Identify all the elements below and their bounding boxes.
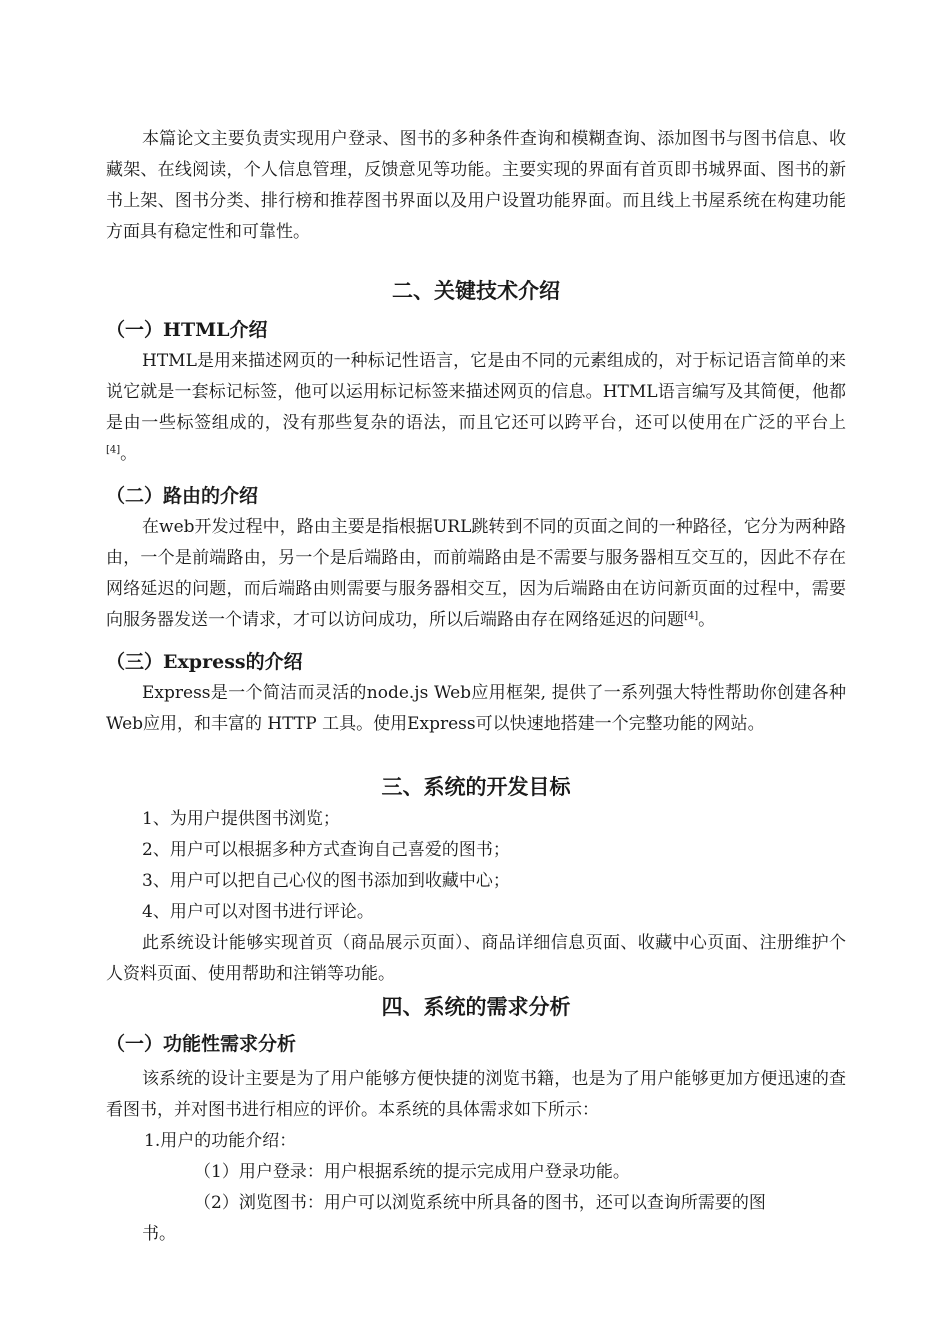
- route-citation: [4]: [684, 610, 699, 622]
- user-func-title: 1.用户的功能介绍：: [144, 1131, 297, 1151]
- route-subsection-title: （二）路由的介绍: [106, 485, 259, 507]
- goal-item-2: 2、用户可以根据多种方式查询自己喜爱的图书；: [142, 840, 510, 860]
- express-subsection-title: （三）Express的介绍: [106, 651, 303, 673]
- goal-summary: 此系统设计能够实现首页（商品展示页面）、商品详细信息页面、收藏中心页面、注册维护个人资料页面、使用帮助和注销等功能。: [106, 933, 846, 984]
- goal-item-4: 4、用户可以对图书进行评论。: [142, 902, 374, 922]
- goal-item-1: 1、为用户提供图书浏览；: [142, 809, 340, 829]
- user-func-item-1: （1）用户登录：用户根据系统的提示完成用户登录功能。: [194, 1162, 630, 1182]
- express-paragraph: Express是一个简洁而灵活的node.js Web应用框架, 提供了一系列强大特性帮助你创建各种Web应用，和丰富的 HTTP 工具。使用Express可以快速地搭建一个完整功能的网站。: [106, 683, 846, 734]
- func-paragraph: 该系统的设计主要是为了用户能够方便快捷的浏览书籍，也是为了用户能够更加方便迅速的查看图书，并对图书进行相应的评价。本系统的具体需求如下所示：: [106, 1069, 846, 1120]
- route-text: 在web开发过程中，路由主要是指根据URL跳转到不同的页面之间的一种路径，它分为两种路由，一个是前端路由，另一个是后端路由，而前端路由是不需要与服务器相互交互的，因此不存在网络延迟的问题，而后端路由则需要与服务器相交互，因为后端路由在访问新页面的过程中，需要向服务器发送一个请求，才可以访问成功，所以后端路由存在网络延迟的问题: [106, 517, 846, 630]
- route-end: 。: [698, 610, 716, 630]
- section-4-title: 四、系统的需求分析: [381, 994, 571, 1019]
- intro-paragraph: 本篇论文主要负责实现用户登录、图书的多种条件查询和模糊查询、添加图书与图书信息、收藏架、在线阅读，个人信息管理，反馈意见等功能。主要实现的界面有首页即书城界面、图书的新书上架、图书分类、排行榜和推荐图书界面以及用户设置功能界面。而且线上书屋系统在构建功能方面具有稳定性和可靠性。: [106, 129, 846, 242]
- user-func-item-2-cont: 书。: [142, 1224, 176, 1244]
- html-subsection-title: （一）HTML介绍: [106, 319, 268, 341]
- route-paragraph: [106, 512, 846, 636]
- section-3-title: 三、系统的开发目标: [381, 774, 571, 799]
- html-end: 。: [120, 444, 138, 464]
- section-2-title: 二、关键技术介绍: [392, 278, 560, 303]
- html-paragraph: [106, 346, 846, 470]
- html-citation: [4]: [106, 444, 121, 456]
- func-subsection-title: （一）功能性需求分析: [106, 1033, 297, 1055]
- document-page: [106, 124, 846, 1250]
- html-text: HTML是用来描述网页的一种标记性语言，它是由不同的元素组成的，对于标记语言简单的来说它就是一套标记标签，他可以运用标记标签来描述网页的信息。HTML语言编写及其简便，他都是由一些标签组成的，没有那些复杂的语法，而且它还可以跨平台，还可以使用在广泛的平台上: [106, 351, 846, 433]
- goal-item-3: 3、用户可以把自己心仪的图书添加到收藏中心；: [142, 871, 510, 891]
- user-func-item-2: （2）浏览图书：用户可以浏览系统中所具备的图书，还可以查询所需要的图: [194, 1193, 766, 1213]
